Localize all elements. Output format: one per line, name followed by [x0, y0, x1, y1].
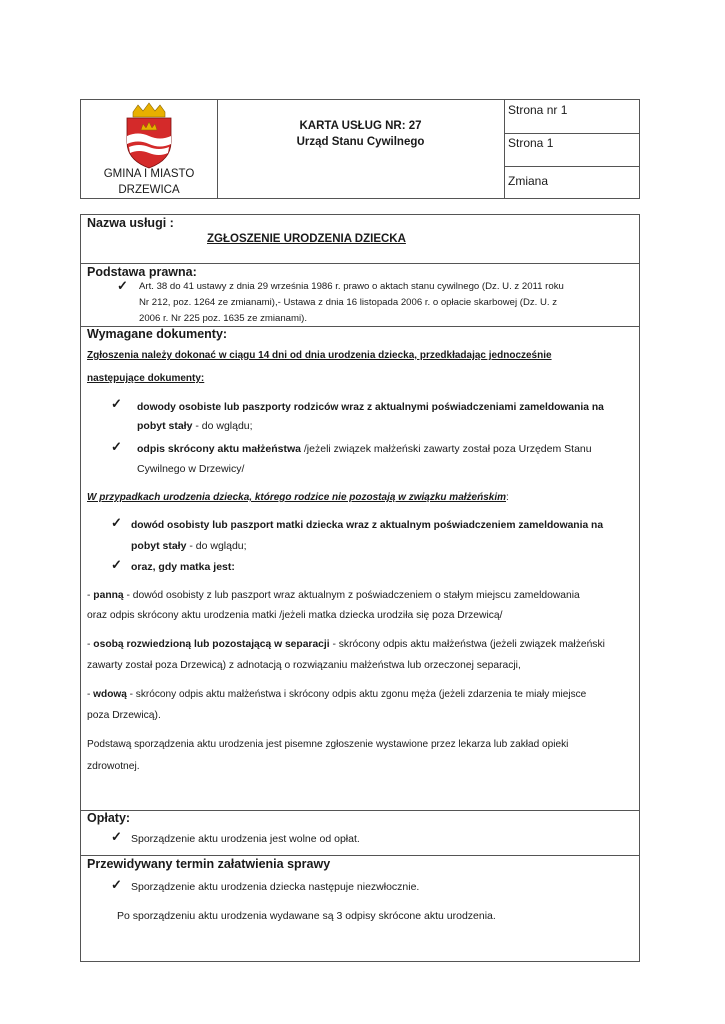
widow-line-1: - wdową - skrócony odpis aktu małżeństwa i skrócony odpis aktu zgonu męża (jeżeli zdarzenia te miały miejsce [87, 689, 587, 700]
service-name: ZGŁOSZENIE URODZENIA DZIECKA [207, 233, 406, 245]
document-item-3-line-1: dowód osobisty lub paszport matki dziecka wraz z aktualnym poświadczeniem zameldowania na [131, 520, 604, 531]
documents-intro-line-2: następujące dokumenty: [87, 373, 205, 384]
document-item-1-line-2: pobyt stały - do wglądu; [137, 420, 253, 432]
header-logo-cell [81, 100, 218, 198]
widow-line-2: poza Drzewicą). [87, 710, 161, 721]
divider [81, 810, 639, 811]
legal-basis-line-3: 2006 r. Nr 225 poz. 1635 ze zmianami). [139, 313, 307, 324]
page-number-label: Strona nr 1 [504, 100, 639, 134]
checkmark-icon: ✓ [111, 829, 122, 844]
document-item-4: oraz, gdy matka jest: [131, 561, 235, 573]
unmarried-case-heading: W przypadkach urodzenia dziecka, którego rodzice nie pozostają w związku małżeńskim: [87, 492, 509, 503]
checkmark-icon: ✓ [111, 557, 122, 572]
header-title-cell [217, 100, 505, 198]
page-number-value: Strona 1 [504, 134, 639, 167]
fees-heading: Opłaty: [87, 811, 131, 825]
service-name-heading: Nazwa usługi : [87, 216, 174, 230]
coat-of-arms-icon [121, 102, 177, 170]
municipality-line-2: DRZEWICA [118, 184, 180, 196]
separation-line-1: - osobą rozwiedzioną lub pozostającą w separacji - skrócony odpis aktu małżeństwa (jeżeli związek małżeński [87, 639, 605, 650]
panna-line-1: - panną - dowód osobisty z lub paszport wraz aktualnym z poświadczeniem o stałym miejscu zameldowania [87, 590, 580, 601]
checkmark-icon: ✓ [111, 877, 122, 892]
legal-basis-line-2: Nr 212, poz. 1264 ze zmianami),- Ustawa z dnia 16 listopada 2006 r. o opłacie skarbowej (Dz. U. z [139, 297, 558, 308]
document-item-2-line-2: Cywilnego w Drzewicy/ [137, 463, 245, 475]
checkmark-icon: ✓ [111, 396, 122, 411]
basis-line-2: zdrowotnej. [87, 761, 140, 772]
documents-heading: Wymagane dokumenty: [87, 327, 228, 341]
checkmark-icon: ✓ [111, 439, 122, 454]
basis-line-1: Podstawą sporządzenia aktu urodzenia jest pisemne zgłoszenie wystawione przez lekarza lub zakład opieki [87, 739, 569, 750]
header-meta-cell [504, 100, 639, 198]
document-item-3-line-2: pobyt stały - do wglądu; [131, 540, 247, 552]
checkmark-icon: ✓ [117, 278, 128, 293]
service-card-table [80, 214, 640, 962]
header-table [80, 99, 640, 199]
divider [81, 263, 639, 264]
term-heading: Przewidywany termin załatwienia sprawy [87, 857, 331, 871]
term-note: Po sporządzeniu aktu urodzenia wydawane są 3 odpisy skrócone aktu urodzenia. [117, 910, 496, 922]
municipality-line-1: GMINA I MIASTO [103, 168, 195, 180]
term-item: Sporządzenie aktu urodzenia dziecka następuje niezwłocznie. [131, 881, 420, 893]
separation-line-2: zawarty został poza Drzewicą) z adnotacją o rozwiązaniu małżeństwa lub orzeczonej separacji, [87, 660, 521, 671]
checkmark-icon: ✓ [111, 515, 122, 530]
divider [81, 855, 639, 856]
documents-intro-line-1: Zgłoszenia należy dokonać w ciągu 14 dni od dnia urodzenia dziecka, przedkładając jednocześnie [87, 350, 552, 361]
legal-basis-line-1: Art. 38 do 41 ustawy z dnia 29 września 1986 r. prawo o aktach stanu cywilnego (Dz. U. z 2011 roku [139, 281, 564, 292]
panna-line-2: oraz odpis skrócony aktu urodzenia matki /jeżeli matka dziecka urodziła się poza Drzewicą/ [87, 610, 503, 621]
office-name: Urząd Stanu Cywilnego [296, 136, 425, 148]
card-title: KARTA USŁUG NR: 27 [299, 120, 422, 132]
change-label: Zmiana [508, 174, 549, 188]
legal-basis-heading: Podstawa prawna: [87, 265, 197, 279]
document-item-1-line-1: dowody osobiste lub paszporty rodziców wraz z aktualnymi poświadczeniami zameldowania na [137, 402, 604, 413]
document-item-2-line-1: odpis skrócony aktu małżeństwa /jeżeli związek małżeński zawarty został poza Urzędem Stanu [137, 443, 592, 455]
fees-item: Sporządzenie aktu urodzenia jest wolne od opłat. [131, 833, 360, 845]
